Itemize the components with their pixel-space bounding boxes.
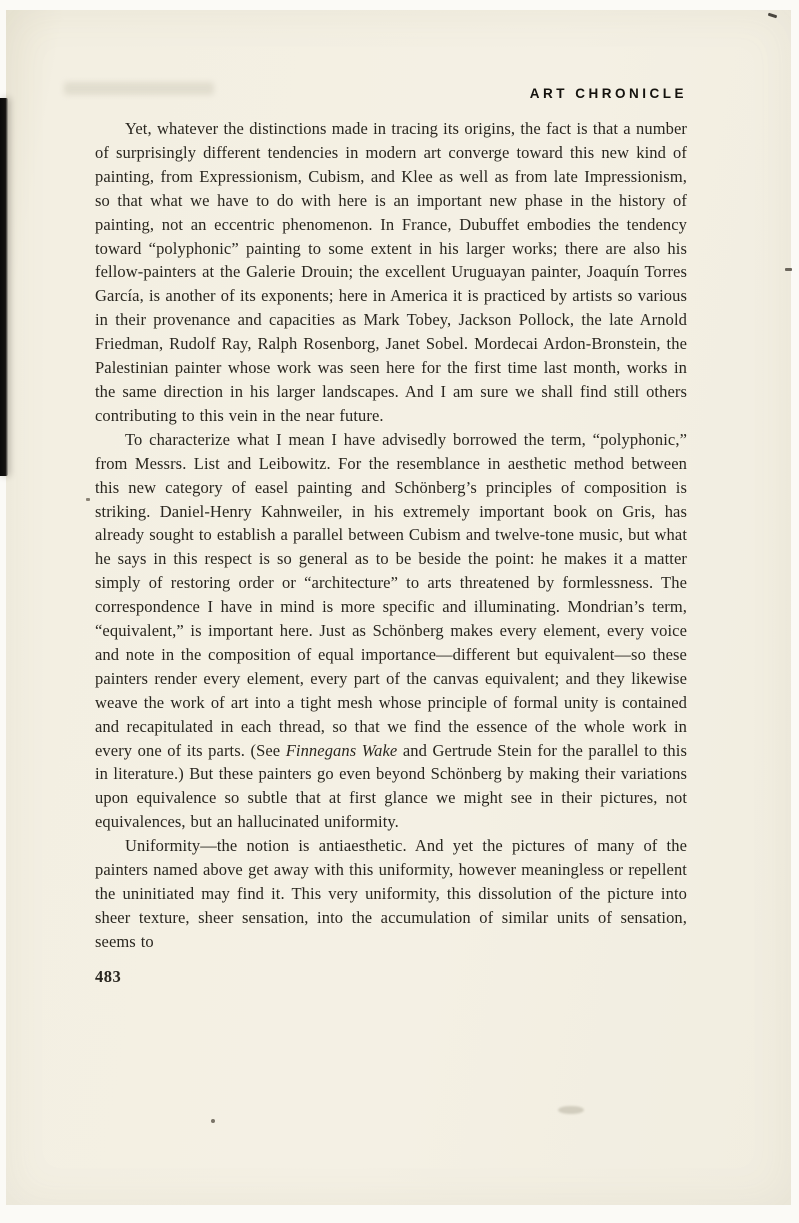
binding-shadow bbox=[0, 98, 8, 476]
scan-artifact bbox=[86, 498, 90, 501]
paragraph-3: Uniformity—the notion is antiaesthetic. And yet the pictures of many of the painters named above get away with this uniformity, however meaningless or repellent the uninitiated may find it. This very uniformity, this dissolution of the picture into sheer texture, sheer sensation, into the accumulation of similar units of sensation, seems to bbox=[95, 836, 687, 951]
paragraph-2-text: To characterize what I mean I have advisedly borrowed the term, “polyphonic,” from Messrs. List and Leibowitz. For the resemblance in aesthetic method between this new category of easel painting and Schönberg’s principles of composition is striking. Daniel-Henry Kahnweiler, in his extremely important book on Gris, has already sought to establish a parallel between Cubism and twelve-tone music, but what he says in this respect is so general as to be beside the point: he makes it a matter simply of restoring order or “architecture” to arts threatened by formlessness. The correspondence I have in mind is more specific and illuminating. Mondrian’s term, “equivalent,” is important here. Just as Schönberg makes every element, every voice and note in the composition of equal importance—different but equivalent—so these painters render every element, every part of the canvas equivalent; and they likewise weave the work of art into a tight mesh whose principle of formal unity is contained and recapitulated in each thread, so that we find the essence of the whole work in every one of its parts. (See bbox=[95, 429, 687, 760]
paragraph-2-text: and Gertrude Stein for the parallel to this in literature.) But these painters go even beyond Schönberg by making their variations upon equivalence so subtle that at first glance we might see in their pictures, not equivalences, but an hallucinated uniformity. bbox=[95, 740, 687, 832]
book-title-italic: Finnegans Wake bbox=[285, 740, 398, 760]
scan-artifact bbox=[211, 1119, 215, 1123]
page-number: 483 bbox=[95, 966, 122, 986]
text-block bbox=[95, 86, 687, 987]
scan-artifact bbox=[768, 13, 777, 19]
paper bbox=[6, 10, 791, 1205]
scan-artifact bbox=[785, 268, 792, 271]
running-header: ART CHRONICLE bbox=[529, 86, 687, 101]
paragraph-1: Yet, whatever the distinctions made in tracing its origins, the fact is that a number of surprisingly different tendencies in modern art converge toward this new kind of painting, from Expressionism, Cubism, and Klee as well as from late Impressionism, so that what we have to do with here is an important new phase in the history of painting, not an eccentric phenomenon. In France, Dubuffet embodies the tendency toward “polyphonic” painting to some extent in his larger works; there are also his fellow-painters at the Galerie Drouin; the excellent Uruguayan painter, Joaquín Torres García, is another of its exponents; here in America it is practiced by artists so various in their provenance and capacities as Mark Tobey, Jackson Pollock, the late Arnold Friedman, Rudolf Ray, Ralph Rosenborg, Janet Sobel. Mordecai Ardon-Bronstein, the Palestinian painter whose work was seen here for the first time last month, works in the same direction in his larger landscapes. And I am sure we shall find still others contributing to this vein in the near future. bbox=[95, 119, 687, 425]
scan-artifact bbox=[558, 1106, 584, 1114]
paragraph-2 bbox=[95, 428, 687, 834]
